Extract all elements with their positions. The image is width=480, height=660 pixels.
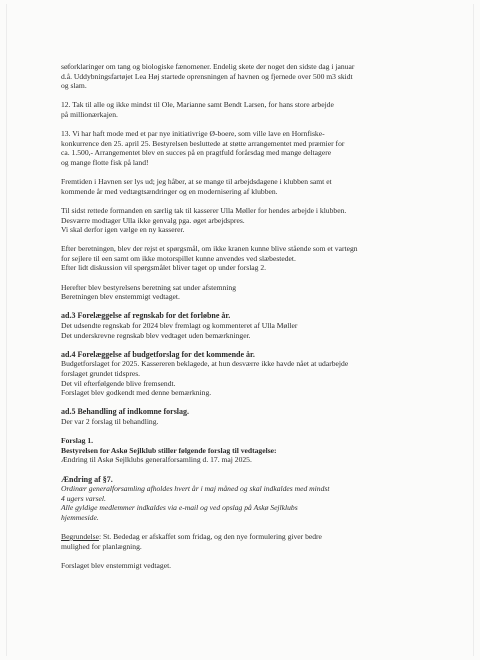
text-line: og mange flotte fisk på land!: [61, 157, 149, 167]
text-line: søforklaringer om tang og biologiske fænomener. Endelig skete der noget den sidste dag i januar: [61, 62, 355, 71]
section-ad5: [61, 407, 431, 426]
paragraph-afstemning: [61, 283, 431, 302]
text-line: Det udsendte regnskab for 2024 blev fremlagt og kommenteret af Ulla Møller: [61, 321, 298, 331]
paragraph-fremtiden: [61, 177, 431, 196]
text-line: Vi skal derfor igen vælge en ny kasserer.: [61, 225, 185, 235]
text-line: mulighed for planlægning.: [61, 541, 142, 551]
paragraph-kasserer: [61, 206, 431, 235]
begrundelse-text: : St. Bededag er afskaffet som fridag, og den nye formulering giver bedre: [98, 532, 322, 542]
text-line: Budgetforslaget for 2025. Kassereren beklagede, at hun desværre ikke havde nået at udarbejde: [61, 359, 349, 369]
text-line: Til sidst rettede formanden en særlig tak til kasserer Ulla Møller for hendes arbejde i klubben.: [61, 205, 347, 215]
italic-text-line: hjemmeside.: [61, 512, 99, 522]
proposal-subtitle: Bestyrelsen for Askø Sejlklub stiller følgende forslag til vedtagelse:: [61, 445, 277, 455]
paragraph-item-12: [61, 100, 431, 119]
text-line: Fremtiden i Havnen ser lys ud; jeg håber, at se mange til arbejdsdagene i klubben samt et: [61, 177, 332, 187]
text-line: og slam.: [61, 81, 87, 91]
text-line: Ændring til Askø Sejlklubs generalforsamling d. 17. maj 2025.: [61, 455, 252, 465]
text-line: Det vil efterfølgende blive fremsendt.: [61, 378, 176, 388]
text-line: kommende år med vedtægtsændringer og en modernisering af klubben.: [61, 186, 278, 196]
paragraph-tang: [61, 62, 431, 91]
section-forslag-1: [61, 436, 431, 465]
section-heading: ad.3 Forelæggelse af regnskab for det forløbne år.: [61, 311, 231, 321]
text-line: Det underskrevne regnskab blev vedtaget uden bemærkninger.: [61, 330, 251, 340]
section-heading: ad.4 Forelæggelse af budgetforslag for det kommende år.: [61, 349, 255, 359]
text-line: Beretningen blev enstemmigt vedtaget.: [61, 292, 180, 302]
section-heading: ad.5 Behandling af indkomne forslag.: [61, 407, 190, 417]
text-line: forslaget grundet tidspres.: [61, 369, 141, 378]
text-line: på millionærkajen.: [61, 109, 118, 119]
paragraph-kranen: [61, 244, 431, 273]
text-line: Forslaget blev enstemmigt vedtaget.: [61, 560, 172, 570]
text-line: 13. Vi har haft mode med et par nye initiativrige Ø-boere, som ville lave en Hornfiske-: [61, 129, 325, 139]
section-aendring: [61, 475, 431, 523]
text-line: 12. Tak til alle og ikke mindst til Ole, Marianne samt Bendt Larsen, for hans store arbejde: [61, 100, 334, 110]
closing-line: [61, 561, 431, 571]
paragraph-item-13: [61, 129, 431, 167]
text-line: Efter lidt diskussion vil spørgsmålet bliver taget op under forslag 2.: [61, 263, 267, 273]
text-line: Desværre modtager Ulla ikke genvalg pga. øget arbejdspres.: [61, 215, 245, 225]
begrundelse-label: Begrundelse: [61, 532, 99, 542]
section-begrundelse: [61, 532, 431, 551]
text-line: ca. 1.500,- Arrangementet blev en succes på en pragtfuld forårsdag med mange deltagere: [61, 148, 332, 158]
text-line: d.å. Uddybningsfartøjet Lea Høj startede oprensningen af havnen og fjernede over 500 m3 skidt: [61, 71, 353, 81]
text-line: Der var 2 forslag til behandling.: [61, 416, 159, 426]
italic-text-line: Ordinær generalforsamling afholdes hvert år i maj måned og skal indkaldes med mindst: [61, 484, 330, 494]
document-body: [61, 62, 431, 580]
text-line: Herefter blev bestyrelsens beretning sat under afstemning: [61, 282, 237, 292]
section-ad4: [61, 350, 431, 398]
section-heading: Ændring af §7.: [61, 474, 113, 484]
text-line: konkurrence den 25. april 25. Bestyrelsen besluttede at støtte arrangementet med præmier for: [61, 138, 345, 148]
text-line: Forslaget blev godkendt med denne bemærkning.: [61, 388, 212, 398]
italic-text-line: 4 ugers varsel.: [61, 493, 106, 503]
begrundelse-line: [61, 532, 431, 542]
text-line: for sejlere til een samt om ikke motorspillet kunne anvendes ved slæbestedet.: [61, 253, 296, 263]
proposal-title: Forslag 1.: [61, 436, 94, 446]
section-ad3: [61, 311, 431, 340]
text-line: Efter beretningen, blev der rejst et spørgsmål, om ikke kranen kunne blive stående som et vartegn: [61, 244, 358, 254]
italic-text-line: Alle gyldige medlemmer indkaldes via e-mail og ved opslag på Askø Sejlklubs: [61, 503, 298, 513]
